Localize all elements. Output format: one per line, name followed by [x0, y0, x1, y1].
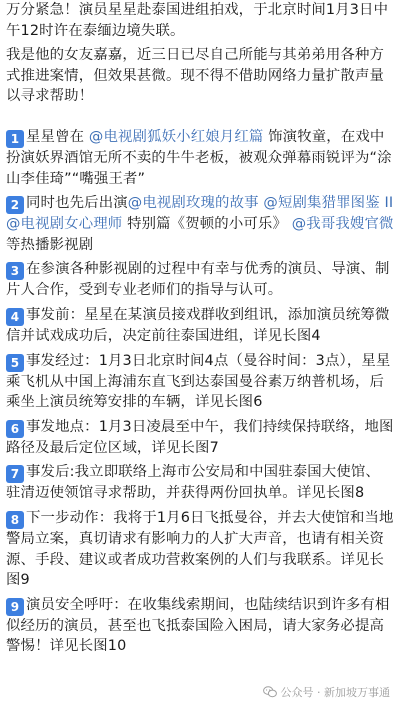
item-text: 同时也先后出演: [26, 195, 128, 212]
intro-paragraph-2: 我是他的女友嘉嘉，近三日已尽自己所能与其弟弟用各种方式推进案情，但效果甚微。现不得不借助网络力量扩散声量以寻求帮助！: [6, 47, 385, 105]
number-badge-icon: 2: [6, 196, 24, 214]
list-item-6: [6, 417, 394, 459]
intro-paragraph-1: 万分紧急！演员星星赴泰国进组拍戏，于北京时间1月3日中午12时许在泰缅边境失联。: [6, 2, 389, 39]
list-item-9: [6, 595, 394, 657]
number-badge-icon: 5: [6, 354, 24, 372]
post-body: [6, 0, 394, 657]
item-text: 事发地点：1月3日凌晨至中午，我们持续保持联络，地图路径及最后定位区域，详见长图7: [6, 418, 394, 456]
mention-link-wogewosao[interactable]: @我哥我嫂官微: [291, 216, 394, 233]
wechat-account-watermark: [261, 684, 393, 700]
list-item-8: [6, 508, 394, 591]
number-badge-icon: 7: [6, 465, 24, 483]
item-text: 事发经过：1月3日北京时间4点（曼谷时间：3点），星星乘飞机从中国上海浦东直飞到达泰国曼谷素万纳普机场，后乘坐上演员统筹安排的车辆，详见长图6: [6, 352, 391, 411]
item-text: 等热播影视剧: [6, 236, 94, 253]
number-badge-icon: 9: [6, 598, 24, 616]
item-text: 饰演牧童，在戏中扮演妖界酒馆无所不卖的牛牛老板，被观众弹幕雨锐评为“涂山李佳琦”“嘴强王者”: [6, 128, 392, 187]
mention-link-meigui[interactable]: @电视剧玫瑰的故事: [127, 195, 259, 212]
item-text: 事发后:我立即联络上海市公安局和中国驻泰国大使馆、驻清迈使领馆寻求帮助，并获得两份回执单。详见长图8: [6, 464, 380, 502]
mention-link-nvxinli[interactable]: @电视剧女心理师: [6, 216, 123, 233]
mention-link-huyao[interactable]: @电视剧狐妖小红娘月红篇: [88, 128, 264, 145]
list-item-4: [6, 305, 394, 347]
list-item-3: [6, 259, 394, 301]
list-item-1: [6, 127, 394, 189]
item-text: 星星曾在: [26, 128, 85, 145]
list-item-2: [6, 193, 394, 255]
number-badge-icon: 8: [6, 511, 24, 529]
account-name: 公众号 · 新加坡万事通: [280, 686, 390, 699]
number-badge-icon: 6: [6, 420, 24, 438]
item-text: 下一步动作：我将于1月6日飞抵曼谷，并去大使馆和当地警局立案，真切请求有影响力的人扩大声音，也请有相关资源、手段、建议或者成功营救案例的人们与我联系。详见长图9: [6, 509, 394, 589]
number-badge-icon: 4: [6, 308, 24, 326]
item-text: 事发前：星星在某演员接戏群收到组讯，添加演员统筹微信并试戏成功后，决定前往泰国进组，详见长图4: [6, 306, 390, 344]
list-item-7: [6, 462, 394, 504]
item-text: 特别篇《贺顿的小可乐》: [127, 216, 288, 233]
list-item-5: [6, 351, 394, 413]
wechat-icon: [263, 686, 277, 698]
blank-line: [6, 107, 394, 127]
item-text: 演员安全呼吁：在收集线索期间，也陆续结识到许多有相似经历的演员，甚至也飞抵泰国险入困局，请大家务必提高警惕！详见长图10: [6, 596, 390, 655]
mention-link-liezui[interactable]: @短剧集猎罪图鉴 II: [263, 195, 394, 212]
number-badge-icon: 1: [6, 130, 24, 148]
item-text: 在参演各种影视剧的过程中有幸与优秀的演员、导演、制片人合作，受到专业老师们的指导与认可。: [6, 261, 390, 299]
number-badge-icon: 3: [6, 262, 24, 280]
